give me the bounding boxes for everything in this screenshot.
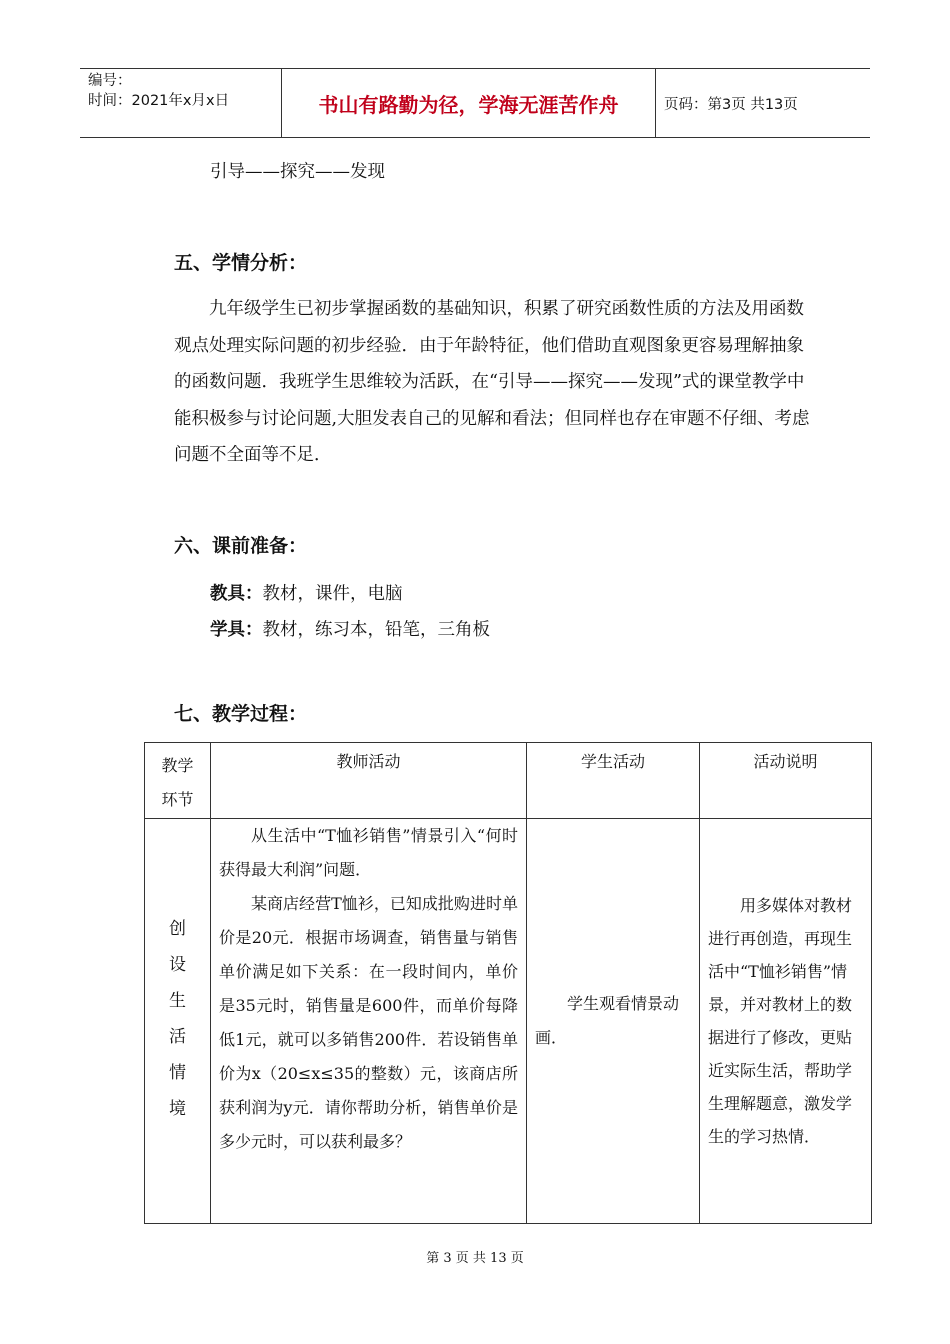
student-tools: 教材，练习本，铅笔，三角板: [262, 620, 490, 640]
teacher-cell: [211, 819, 527, 1224]
page-footer: 第 3 页 共 13 页: [426, 1251, 524, 1266]
table-header-row: [145, 743, 872, 819]
header-left: [80, 69, 282, 137]
student-cell: 学生观看情景动画．: [527, 819, 700, 1224]
header-note: 活动说明: [700, 743, 872, 819]
stage-cell: [145, 819, 211, 1224]
section5-heading: 五、学情分析：: [174, 252, 308, 274]
teaching-process-table: [144, 742, 872, 1224]
teacher-tools: 教材，课件，电脑: [262, 584, 403, 604]
section6-heading: 六、课前准备：: [174, 535, 308, 557]
note-cell: 用多媒体对教材进行再创造，再现生活中“T恤衫销售”情景，并对教材上的数据进行了修改，更贴近实际生活，帮助学生理解题意，激发学生的学习热情．: [700, 819, 872, 1224]
number-label: 编号：: [88, 73, 132, 89]
teacher-tools-line: [210, 580, 403, 605]
header-page-info: 页码：第3页 共13页: [664, 96, 798, 113]
table-row: [145, 819, 872, 1224]
teacher-paragraph-2: 某商店经营T恤衫，已知成批购进时单价是20元．根据市场调查，销售量与销售单价满足如下关系：在一段时间内，单价是35元时，销售量是600件，而单价每降低1元，就可以多销售200件．若设销售单价为x（20≤x≤35的整数）元，该商店所获利润为y元．请你帮助分析，销售单价是多少元时，可以获利最多？: [219, 894, 518, 1151]
student-tools-label: 学具：: [210, 620, 263, 640]
header-teacher: 教师活动: [211, 743, 527, 819]
section5-paragraph: 九年级学生已初步掌握函数的基础知识，积累了研究函数性质的方法及用函数观点处理实际问题的初步经验．由于年龄特征，他们借助直观图象更容易理解抽象的函数问题．我班学生思维较为活跃，在“引导——探究——发现”式的课堂教学中能积极参与讨论问题,大胆发表自己的见解和看法；但同样也存在审题不仔细、考虑问题不全面等不足．: [174, 299, 810, 465]
time-label: 时间：2021年x月x日: [88, 93, 230, 109]
method-line: 引导——探究——发现: [210, 162, 385, 182]
section7-heading: 七、教学过程：: [174, 703, 308, 725]
teacher-tools-label: 教具：: [210, 584, 263, 604]
header-motto: 书山有路勤为径，学海无涯苦作舟: [282, 69, 656, 137]
header-student: 学生活动: [527, 743, 700, 819]
stage-text: 创设生活情境: [169, 919, 186, 1119]
teacher-paragraph-1: 从生活中“T恤衫销售”情景引入“何时获得最大利润”问题．: [219, 826, 518, 879]
student-tools-line: [210, 616, 490, 641]
page-header: [80, 68, 870, 138]
header-stage: 教学环节: [145, 743, 211, 819]
